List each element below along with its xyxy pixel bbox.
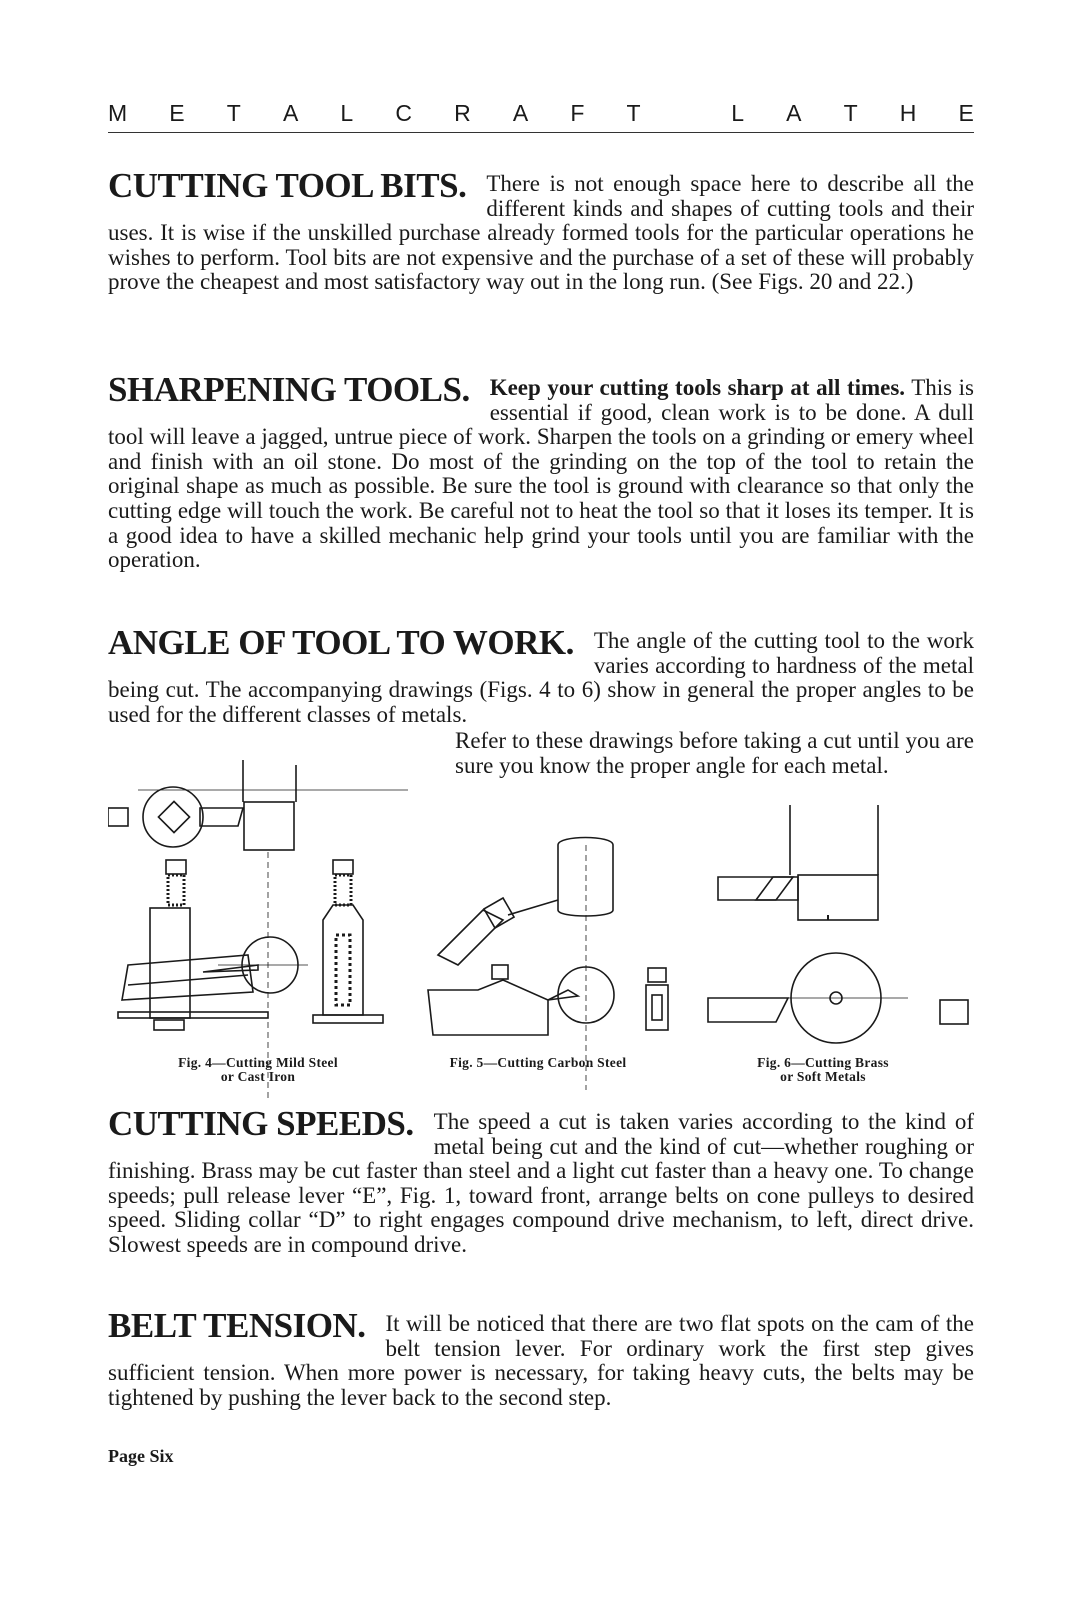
fig4-caption-line2: or Cast Iron bbox=[220, 1069, 296, 1084]
running-head bbox=[108, 100, 974, 127]
fig5-caption bbox=[408, 1056, 668, 1070]
running-head-letter: T bbox=[843, 100, 858, 126]
section-heading: BELT TENSION. bbox=[108, 1306, 366, 1345]
section-body: It will be noticed that there are two flat spots on the cam of the belt tension lever. For ordinary work the first step gives sufficient tension. When more power is necessary, for taking heavy cuts, the belts may be tightened by pushing the lever back to the second step. bbox=[108, 1311, 974, 1410]
running-head-letter: F bbox=[570, 100, 585, 126]
header-rule bbox=[108, 132, 974, 133]
running-head-letter: E bbox=[169, 100, 185, 126]
running-head-letter: L bbox=[340, 100, 354, 126]
running-head-letter: A bbox=[282, 100, 299, 126]
fig4-caption bbox=[138, 1056, 378, 1084]
fig6-drawing bbox=[708, 805, 968, 1043]
running-head-letter: H bbox=[899, 100, 917, 126]
running-head-letter: A bbox=[786, 100, 802, 126]
running-head-letter: E bbox=[958, 100, 974, 126]
running-head-letter: C bbox=[395, 100, 412, 126]
running-head-letter: L bbox=[731, 100, 744, 126]
section-body: The speed a cut is taken varies according to the kind of metal being cut and the kind of cut—whether roughing or finishing. Brass may be cut faster than steel and a light cut faster than a heavy one. To change speeds; pull release lever “E”, Fig. 1, toward front, arrange belts on cone pulleys to desired speed. Sliding collar “D” to right engages compound drive mechanism, to left, direct drive. Slowest speeds are in compound drive. bbox=[108, 1109, 974, 1257]
section-heading: SHARPENING TOOLS. bbox=[108, 370, 470, 409]
running-head-letter: M bbox=[108, 100, 128, 126]
fig6-caption-line1: Fig. 6—Cutting Brass bbox=[757, 1055, 889, 1070]
fig5-caption-line1: Fig. 5—Cutting Carbon Steel bbox=[449, 1055, 627, 1070]
fig4-caption-line1: Fig. 4—Cutting Mild Steel bbox=[178, 1055, 338, 1070]
section-heading: CUTTING TOOL BITS. bbox=[108, 166, 467, 205]
running-head-letter: A bbox=[512, 100, 529, 126]
tool-angle-drawings bbox=[108, 760, 988, 1100]
section-body: There is not enough space here to describe all the different kinds and shapes of cutting tools and their uses. It is wise if the unskilled purchase already formed tools for the particular operations he wishes to perform. Tool bits are not expensive and the purchase of a set of these will probably prove the cheapest and most satisfactory way out in the long run. (See Figs. 20 and 22.) bbox=[108, 171, 974, 295]
running-head-letter bbox=[683, 100, 689, 127]
figures-area bbox=[108, 760, 988, 1100]
section-sharpening-tools bbox=[108, 370, 974, 573]
running-head-letter: T bbox=[226, 100, 241, 126]
section-body-continued: Refer to these drawings before taking a cut until you are sure you know the proper angle for each metal. bbox=[455, 728, 974, 778]
section-heading: ANGLE OF TOOL TO WORK. bbox=[108, 623, 574, 662]
section-body: This is essential if good, clean work is to be done. A dull tool will leave a jagged, untrue piece of work. Sharpen the tools on a grinding or emery wheel and finish with an oil stone. Do most of the grinding on the top of the tool to retain the original shape as much as possible. Be sure the tool is ground with clearance so that only the cutting edge will touch the work. Be careful not to heat the tool so that it loses its temper. It is a good idea to have a skilled mechanic help grind your tools until you are familiar with the operation. bbox=[108, 375, 974, 573]
section-cutting-tool-bits bbox=[108, 166, 974, 295]
section-lead: Keep your cutting tools sharp at all times. bbox=[489, 375, 906, 400]
fig6-caption bbox=[723, 1056, 923, 1084]
section-heading: CUTTING SPEEDS. bbox=[108, 1104, 414, 1143]
fig4-drawing bbox=[108, 760, 408, 1100]
page-number: Page Six bbox=[108, 1446, 174, 1466]
section-body: The angle of the cutting tool to the work varies according to hardness of the metal being cut. The accompanying drawings (Figs. 4 to 6) show in general the proper angles to be used for the different classes of metals. bbox=[108, 628, 974, 727]
fig5-drawing bbox=[428, 838, 668, 1091]
section-belt-tension bbox=[108, 1306, 974, 1410]
running-head-letter: T bbox=[626, 100, 641, 126]
section-angle-of-tool bbox=[108, 623, 974, 727]
running-head-letter: R bbox=[454, 100, 471, 126]
fig6-caption-line2: or Soft Metals bbox=[780, 1069, 866, 1084]
section-cutting-speeds bbox=[108, 1104, 974, 1258]
